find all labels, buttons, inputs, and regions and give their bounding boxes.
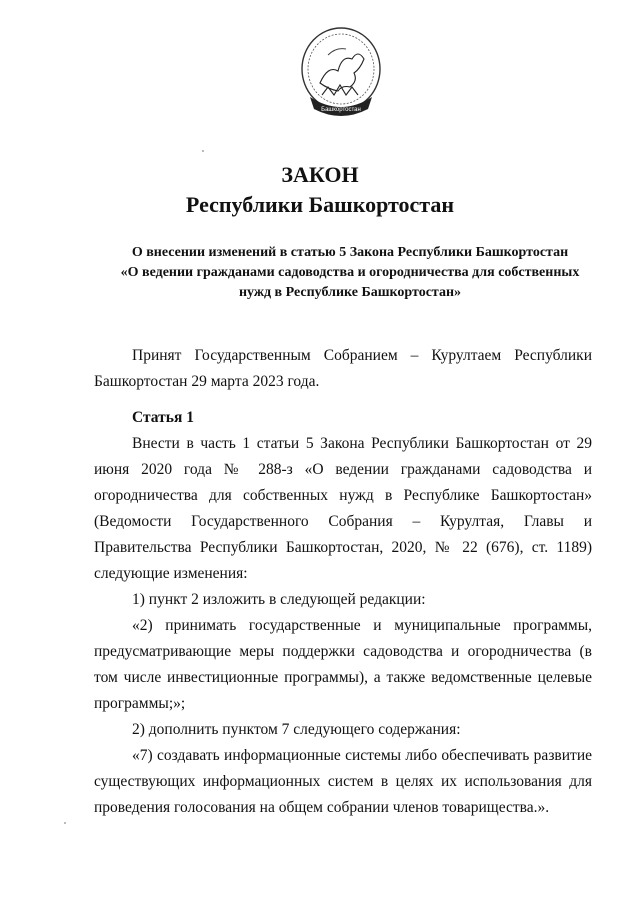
scan-speck [64,822,66,824]
article-intro: Внести в часть 1 статьи 5 Закона Республики Башкортостан от 29 июня 2020 года № 288-з «О ведении гражданами садоводства и огородничества для собственных нужд в Республике Башкортостан» (Ведомости Государственного Собрания – Курултая, Главы и Правительства Республики Башкортостан, 2020, № 22 (676), ст. 1189) следующие изменения: [94,435,592,582]
subtitle-line: нужд в Республике Башкортостан» [238,285,462,300]
subtitle-line: «О ведении гражданами садоводства и огородничества для собственных [120,265,580,280]
amendment-item-2: 2) дополнить пунктом 7 следующего содержания: [132,721,461,738]
scan-speck [202,150,204,152]
article-body [94,431,592,821]
subtitle-line: О внесении изменений в статью 5 Закона Республики Башкортостан [131,245,569,260]
republic-title: Республики Башкортостан [185,192,455,217]
amendment-item-1: 1) пункт 2 изложить в следующей редакции: [132,591,426,608]
coat-of-arms-emblem [298,25,384,121]
adoption-note: Принят Государственным Собранием – Курултаем Республики Башкортостан 29 марта 2023 года. [94,347,592,390]
law-title: ЗАКОН [281,162,359,187]
article-heading: Статья 1 [132,409,194,426]
amendment-item-2-text: «7) создавать информационные системы либо обеспечивать развитие существующих информационных систем в целях их использования для проведения голосования на общем собрании членов товарищества.». [94,747,592,816]
amendment-item-1-text: «2) принимать государственные и муниципальные программы, предусматривающие меры поддержки садоводства и огородничества (в том числе инвестиционные программы), а также ведомственные целевые программы;»; [94,617,592,712]
law-subtitle [80,243,620,303]
svg-text:Башкортостан: Башкортостан [321,107,361,113]
